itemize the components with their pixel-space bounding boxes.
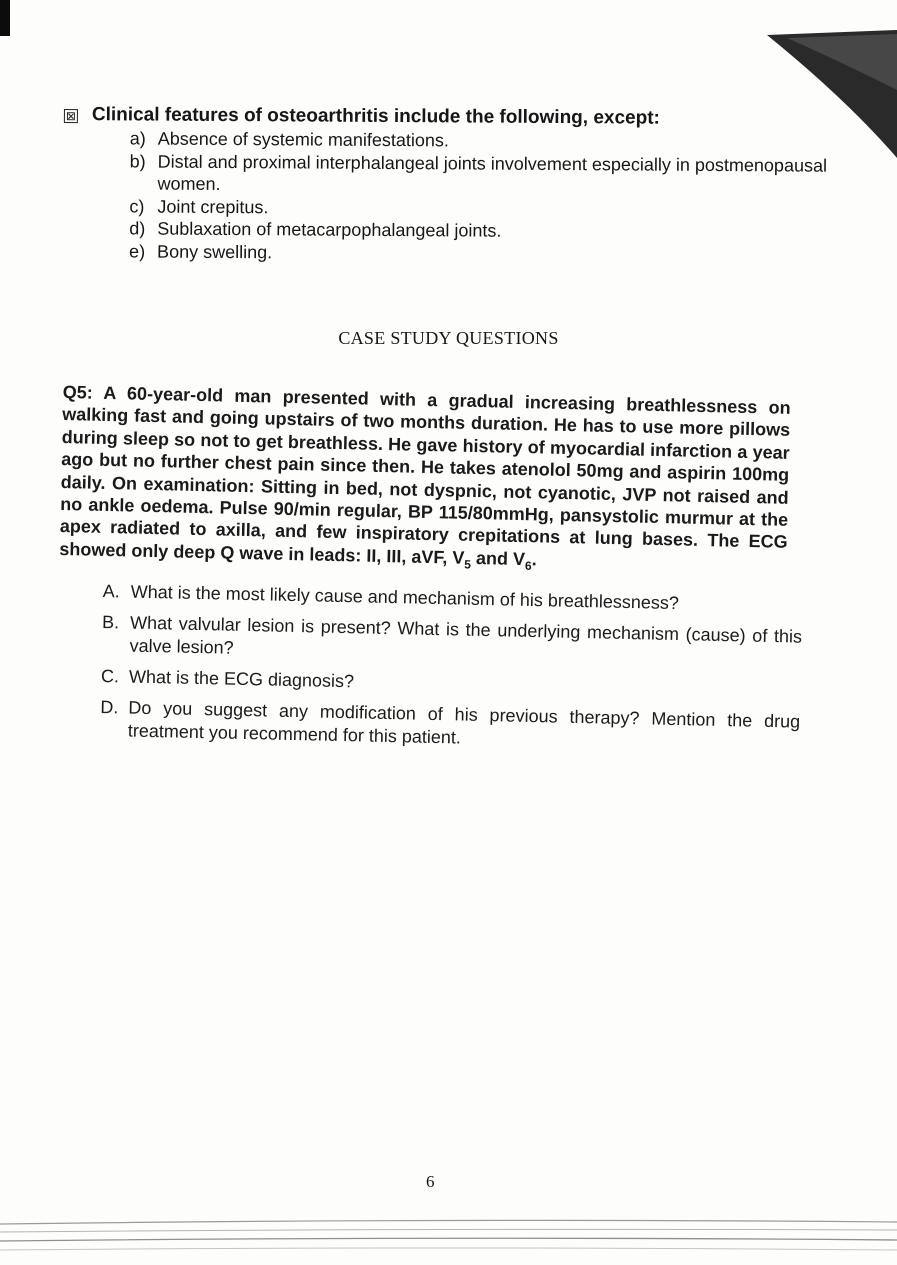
option-text: Absence of systemic manifestations. — [157, 128, 449, 151]
case-sub-questions — [99, 580, 802, 765]
sub-question — [103, 580, 803, 618]
q5-body: A 60-year-old man presented with a gradual increasing breathlessness on walking fast and going upstairs of two months duration. He has to use more pillows during sleep so not to get breathless. He gave history of myocardial infarction a year ago but no further chest pain since then. He takes atenolol 50mg and aspirin 100mg daily. On examination: Sitting in bed, not dyspnic, not cyanotic, JVP not raised and no ankle oedema. Pulse 90/min regular, BP 115/80mmHg, pansystolic murmur at the apex radiated to axilla, and few inspiratory crepitations at lung bases. The ECG showed only deep Q wave in leads: II, III, aVF, V — [59, 382, 791, 568]
mcq-option — [129, 150, 843, 199]
scan-edge-artifacts — [0, 1210, 897, 1265]
mcq-option — [129, 240, 843, 267]
option-letter: b) — [129, 150, 146, 171]
case-q5-stem — [59, 381, 791, 576]
sub-question — [101, 611, 802, 672]
sub-question — [100, 696, 801, 757]
sub-question-letter: A. — [102, 580, 120, 602]
v5-subscript: 5 — [464, 557, 472, 572]
mcq-options — [129, 127, 844, 266]
option-text: Distal and proximal interphalangeal joints involvement especially in postmenopausal women. — [157, 151, 828, 194]
checkbox-icon: ⊠ — [65, 109, 76, 124]
sub-question-text: Do you suggest any modification of his previous therapy? Mention the drug treatment you recommend for this patient. — [127, 697, 801, 748]
scan-corner-mark — [0, 0, 10, 36]
option-text: Bony swelling. — [157, 241, 273, 262]
mcq-question — [63, 103, 844, 267]
option-letter: c) — [129, 195, 145, 216]
q5-label: Q5: — [62, 381, 93, 403]
option-text: Sublaxation of metacarpophalangeal joints. — [157, 218, 502, 241]
sub-question-letter: C. — [100, 665, 120, 687]
mcq-question-text: Clinical features of osteoarthritis include the following, except: — [91, 104, 660, 129]
option-letter: e) — [129, 240, 146, 261]
option-letter: a) — [129, 128, 146, 149]
sub-question-text: What valvular lesion is present? What is the underlying mechanism (cause) of this valve lesion? — [129, 612, 803, 658]
sub-question-text: What is the ECG diagnosis? — [128, 666, 355, 692]
v6-subscript: 6 — [524, 558, 532, 573]
sub-question-letter: B. — [101, 611, 120, 633]
option-letter: d) — [129, 218, 146, 239]
sub-question — [101, 665, 801, 703]
option-text: Joint crepitus. — [157, 196, 269, 217]
sub-question-letter: D. — [100, 696, 119, 718]
q5-end: . — [531, 549, 537, 570]
page-number: 6 — [426, 1172, 435, 1191]
q5-and-text: and V — [470, 547, 526, 569]
case-study-heading: CASE STUDY QUESTIONS — [338, 328, 559, 348]
sub-question-text: What is the most likely cause and mechanism of his breathlessness? — [130, 581, 680, 614]
